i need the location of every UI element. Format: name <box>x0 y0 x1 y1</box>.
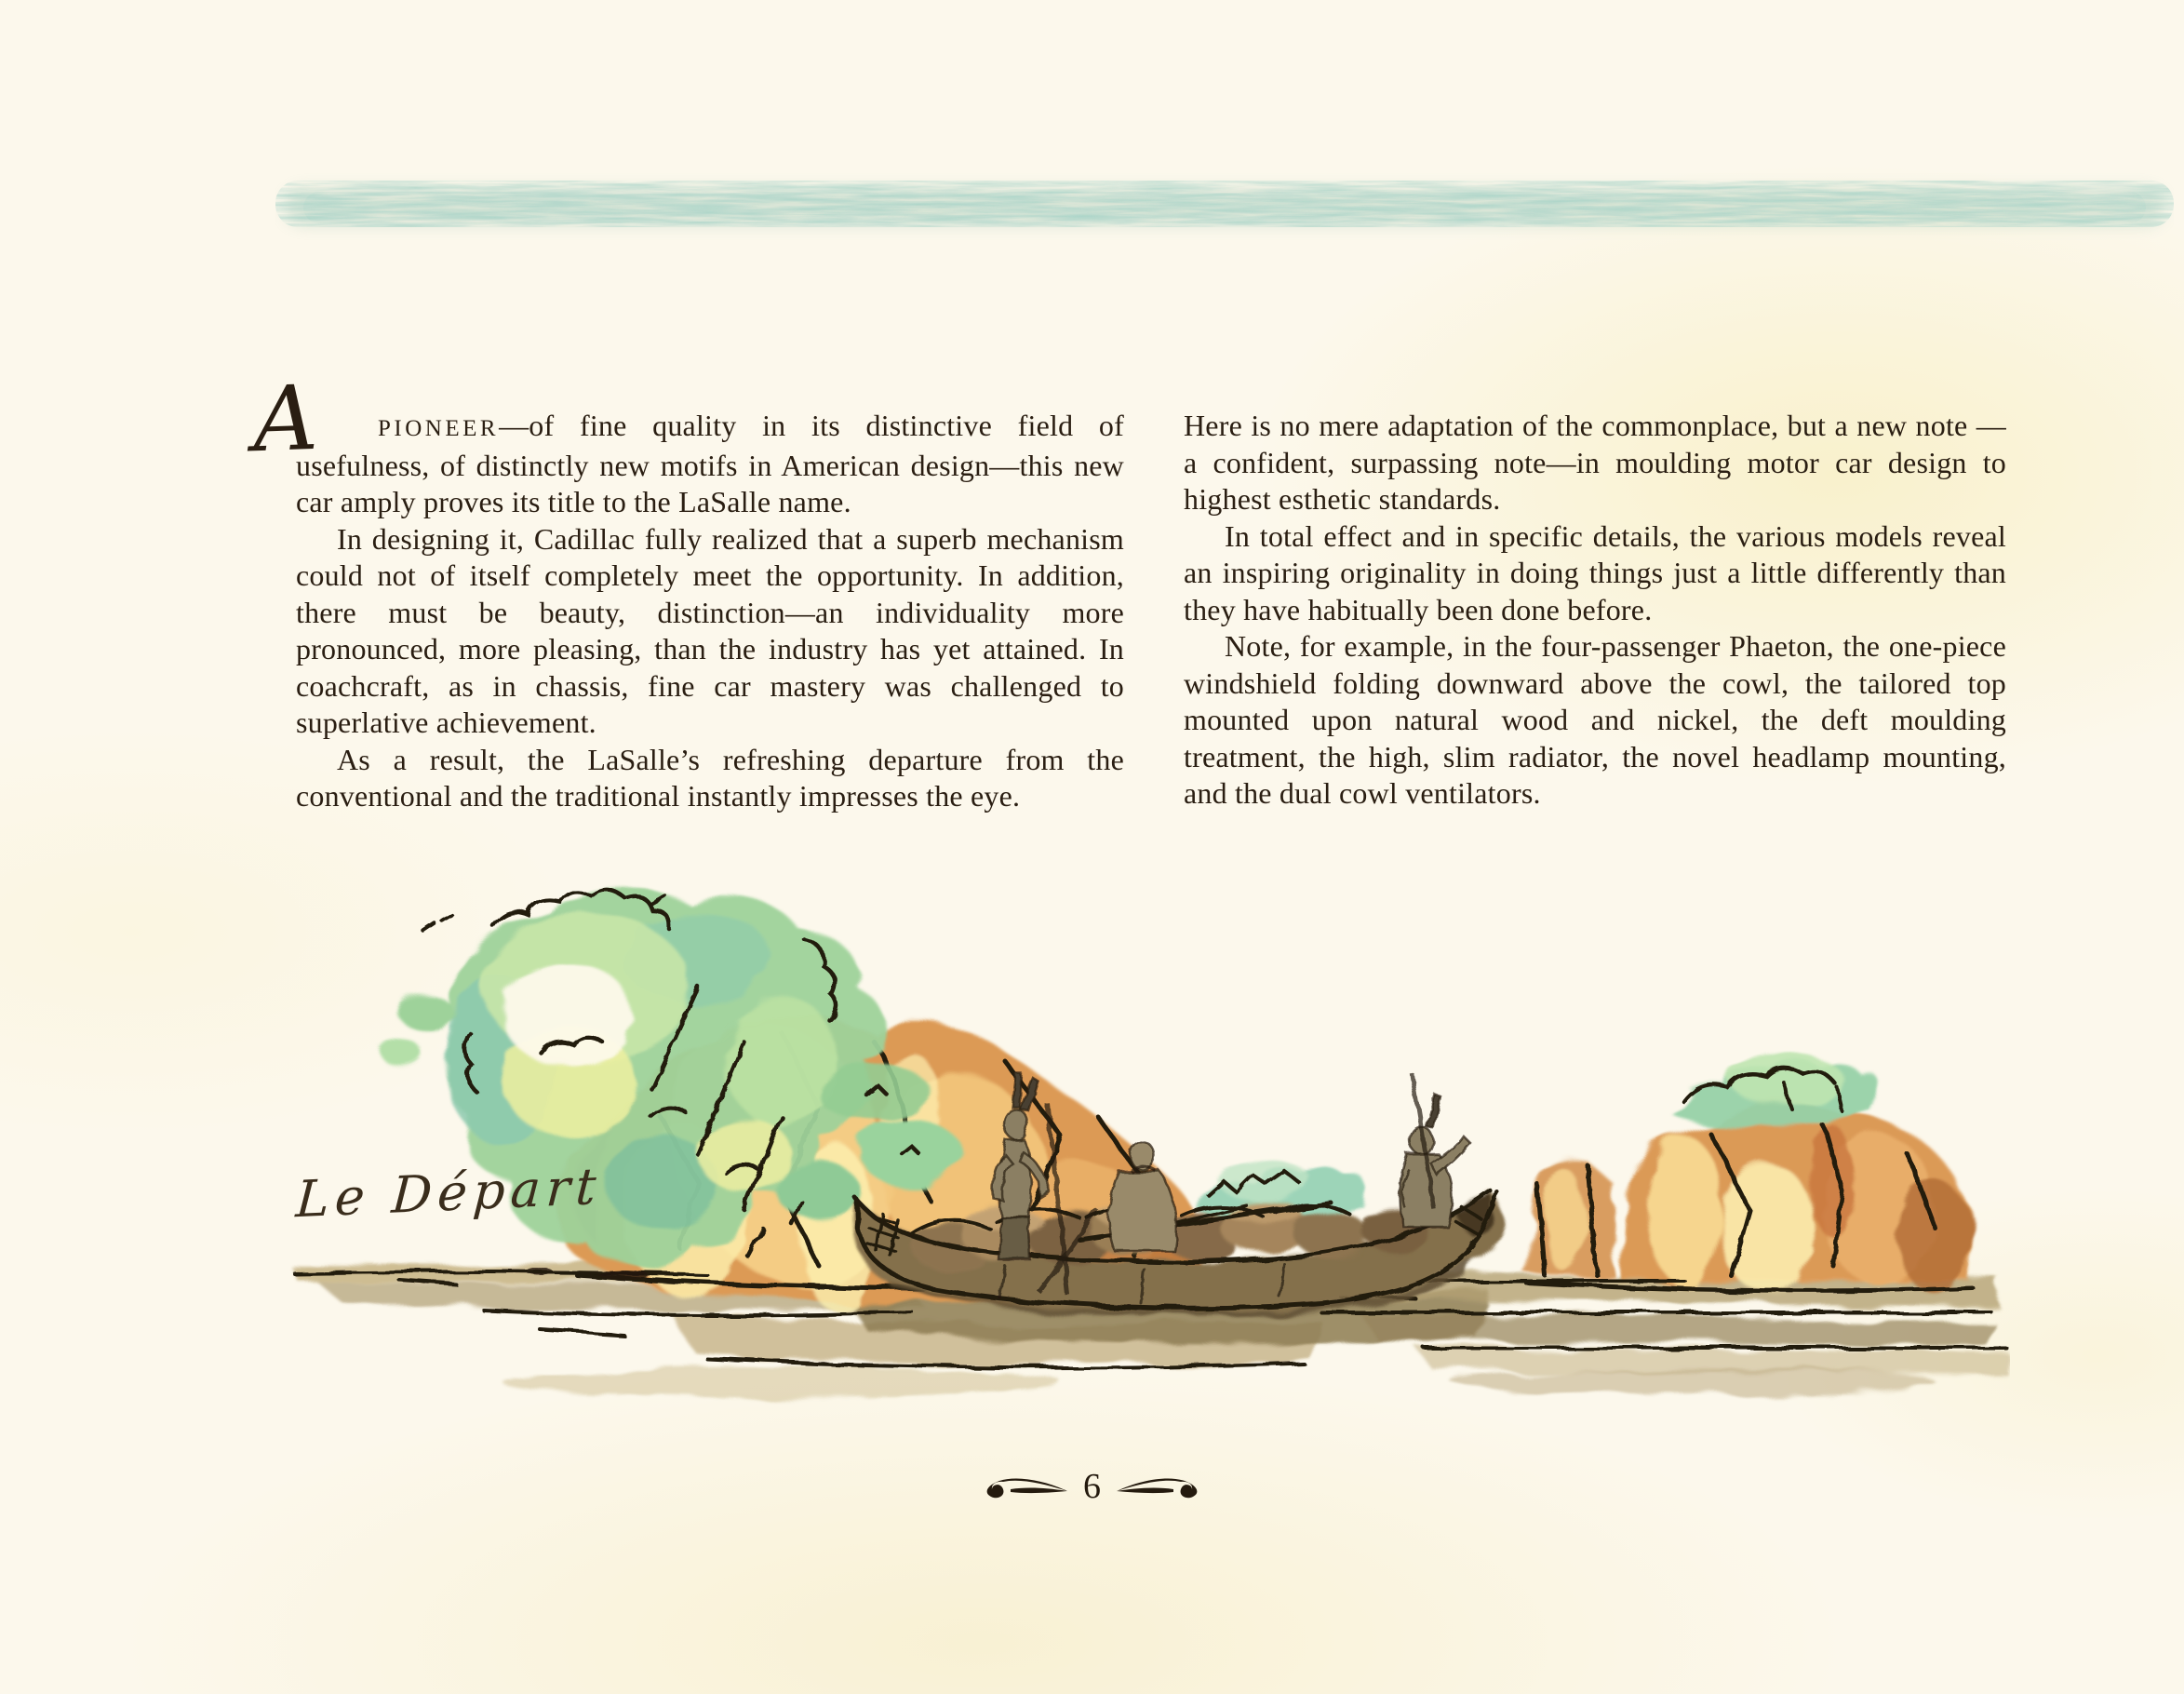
column-right <box>1184 408 2006 813</box>
flourish-left-icon <box>979 1471 1068 1502</box>
paragraph-text: —of fine quality in its distinctive field of usefulness, of distinctly new motifs in American design—this new car amply proves its title to the LaSalle name. <box>296 409 1124 518</box>
watercolor-band-art <box>275 173 2174 246</box>
paragraph: Note, for example, in the four-passenger Phaeton, the one-piece windshield folding downward above the cowl, the tailored top mounted upon natural wood and nickel, the deft moulding treatment, the high, slim radiator, the novel headlamp mounting, and the dual cowl ventilators. <box>1184 629 2006 810</box>
page-number: 6 <box>1083 1467 1101 1506</box>
paragraph: As a result, the LaSalle’s refreshing departure from the conventional and the traditional instantly impresses the eye. <box>296 742 1124 813</box>
drop-cap-initial: A <box>251 365 320 473</box>
flourish-right-icon <box>1116 1471 1205 1502</box>
watercolor-band <box>275 173 2174 246</box>
page-footer <box>0 1469 2184 1504</box>
lead-word: PIONEER <box>378 416 500 441</box>
paragraph-lead <box>251 365 1124 521</box>
paragraph: In total effect and in specific details, the various models reveal an inspiring originality in doing things just a little differently than they have habitually been done before. <box>1184 518 2006 626</box>
caption-le-depart: Le Départ <box>294 1156 604 1230</box>
canoe-scene-art <box>261 875 2010 1424</box>
illustration-le-depart <box>261 875 2010 1424</box>
column-left <box>251 365 1124 815</box>
paragraph: Here is no mere adaptation of the commonplace, but a new note —a confident, surpassing note—in moulding motor car design to highest esthetic standards. <box>1184 409 2006 516</box>
paragraph: In designing it, Cadillac fully realized that a superb mechanism could not of itself completely meet the opportunity. In addition, there must be beauty, distinction—an individuality more pronounced, more pleasing, than the industry has yet attained. In coachcraft, as in chassis, fine car mastery was challenged to superlative achievement. <box>296 521 1124 739</box>
